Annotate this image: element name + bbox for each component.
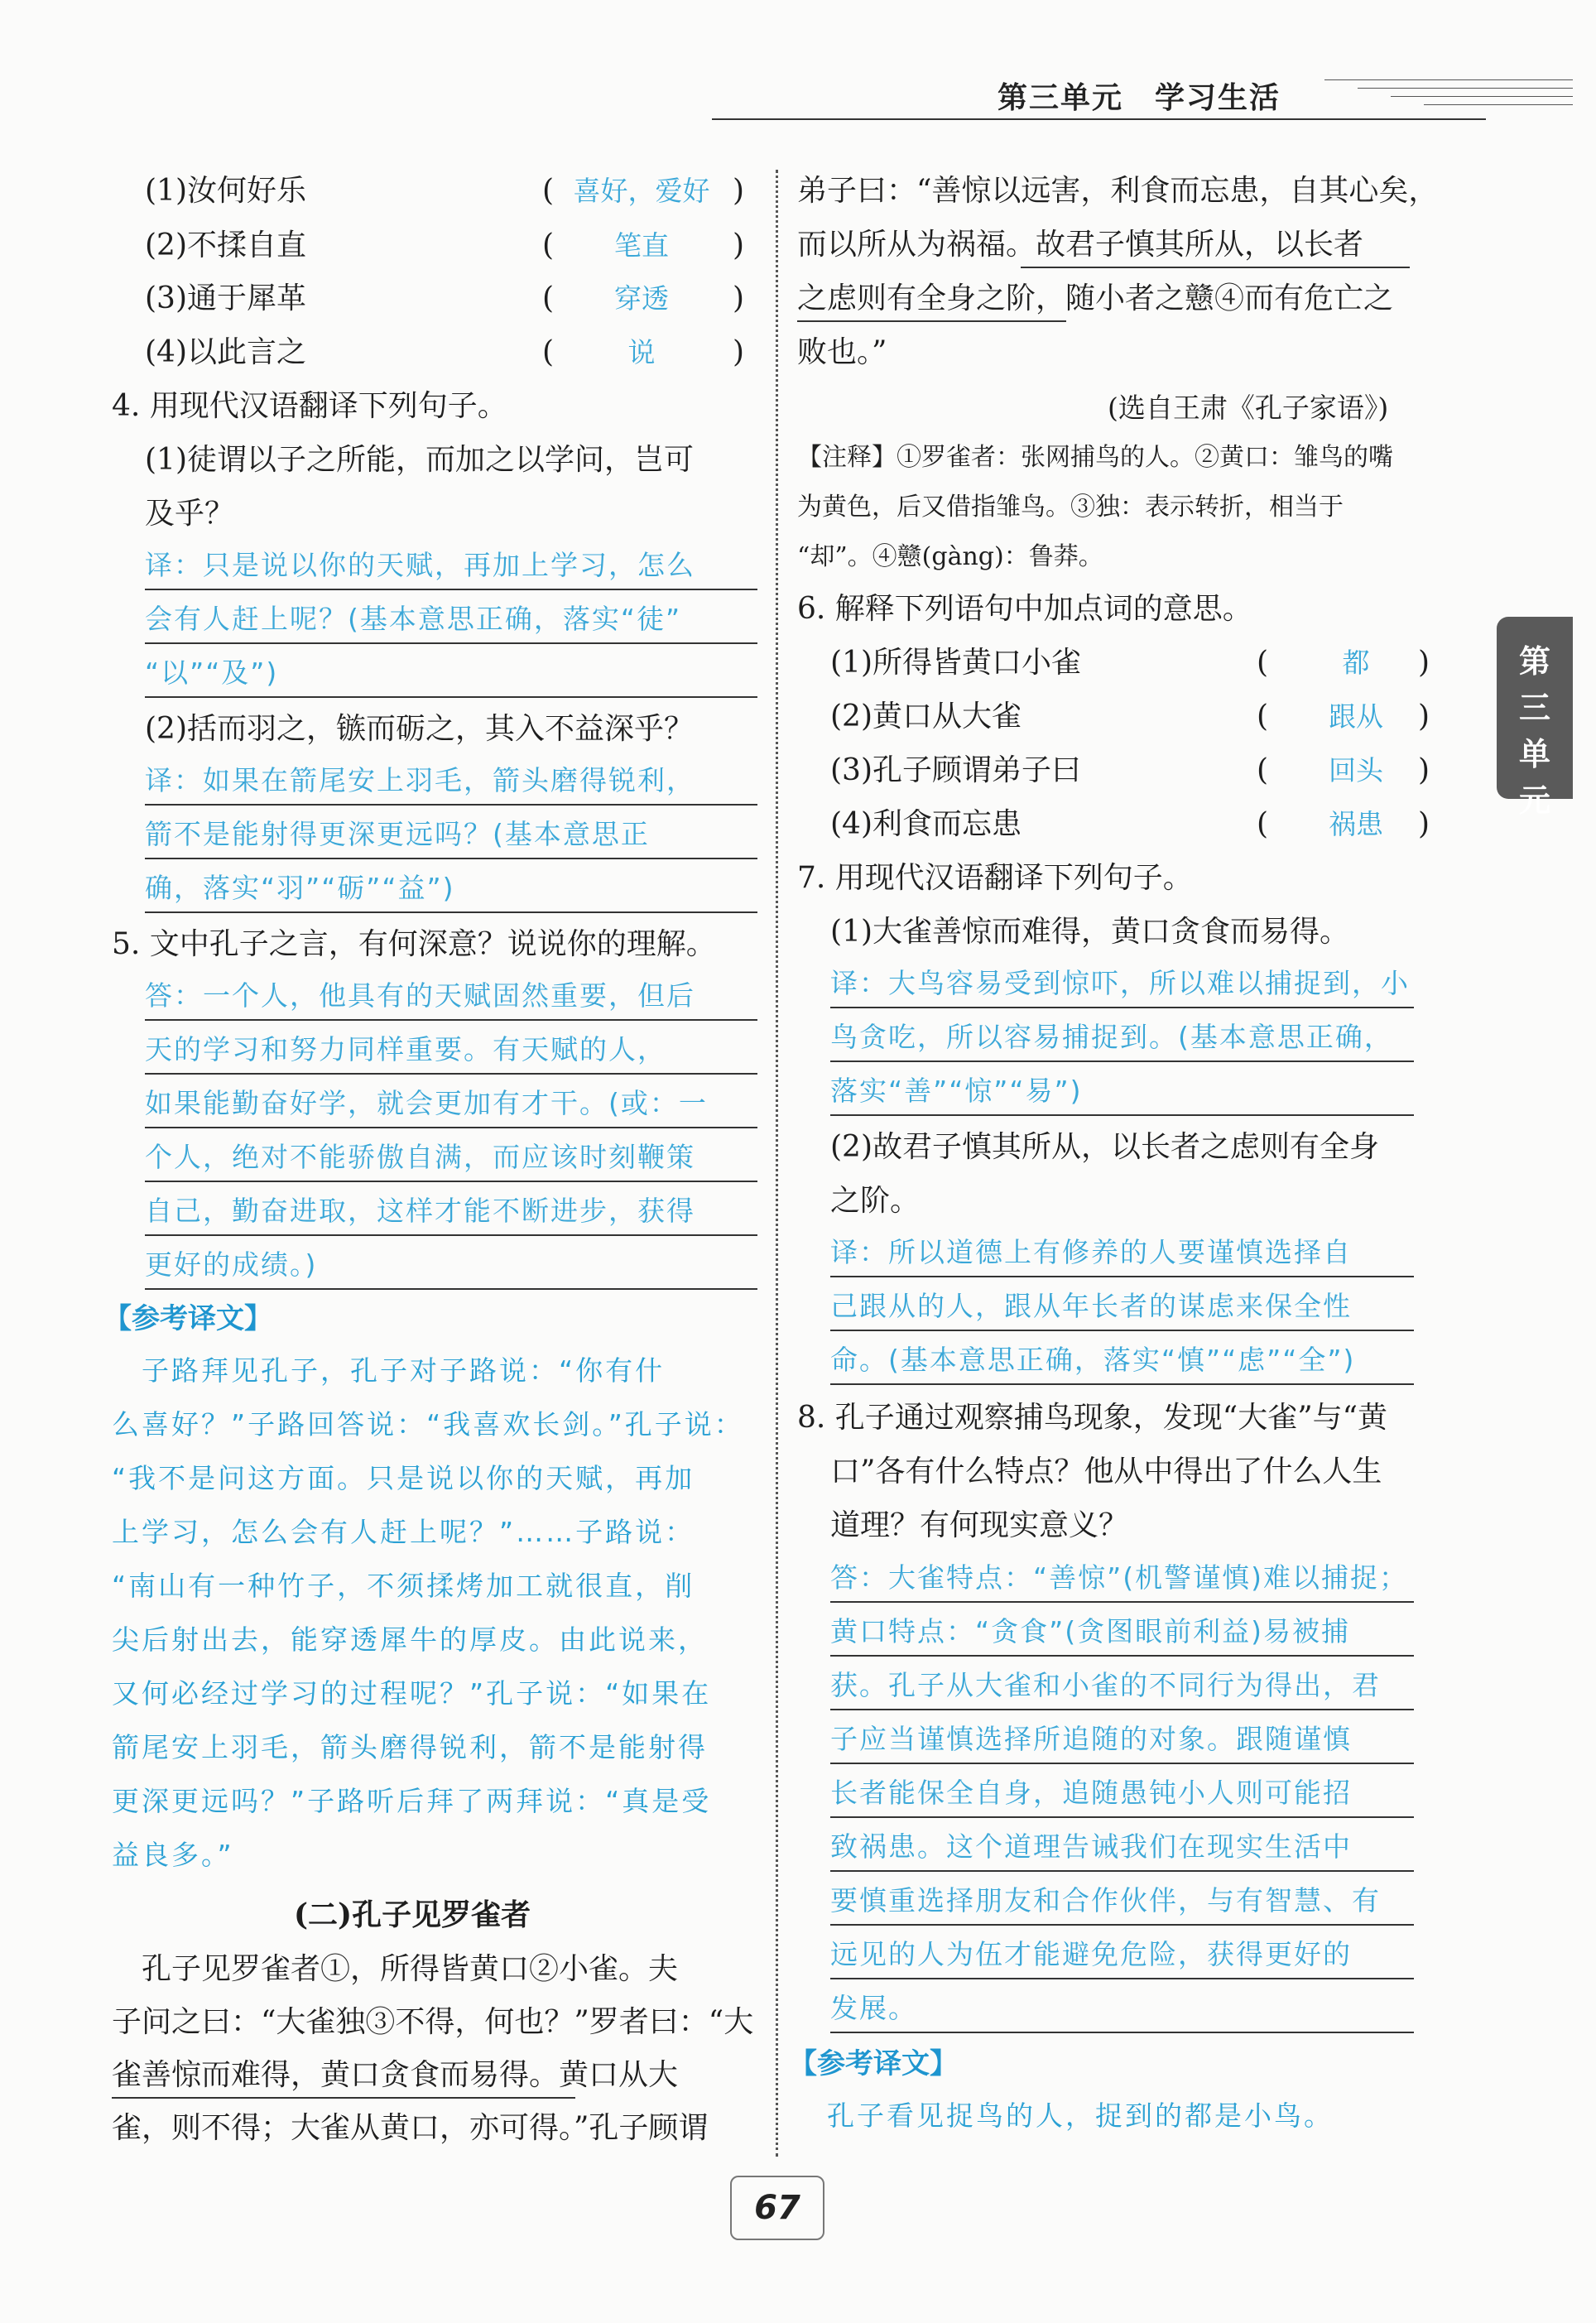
column-divider [776, 170, 778, 2157]
q7-2-answer: 命。(基本意思正确，落实“慎”“虑”“全”) [830, 1344, 1356, 1376]
paren-left: ( [542, 174, 555, 208]
answer-rule [145, 858, 757, 859]
passage-line: 之虑则有全身之阶，随小者之戆④而有危亡之 [797, 281, 1394, 315]
q6-answer: 祸患 [1329, 808, 1383, 840]
answer-rule [145, 804, 757, 806]
annotation-note: 为黄色，后又借指雏鸟。③独：表示转折，相当于 [797, 493, 1344, 522]
q8-answer: 答：大雀特点：“善惊”(机警谨慎)难以捕捉； [830, 1561, 1408, 1594]
question-6-title: 6. 解释下列语句中加点词的意思。 [797, 592, 1252, 626]
paren-left: ( [1257, 700, 1269, 733]
header-rule-deco [1358, 88, 1573, 89]
q6-item: (3)孔子顾谓弟子曰 [830, 753, 1081, 787]
answer-rule [145, 1181, 757, 1182]
passage-line: 孔子见罗雀者①，所得皆黄口②小雀。夫 [112, 1952, 679, 1986]
answer-rule [830, 1330, 1414, 1331]
q8-answer: 长者能保全自身，追随愚钝小人则可能招 [830, 1777, 1352, 1809]
q6-answer: 回头 [1329, 754, 1383, 786]
section-title: (二)孔子见罗雀者 [294, 1897, 531, 1932]
q7-2-text: 之阶。 [830, 1184, 921, 1218]
answer-rule [830, 1816, 1414, 1818]
q3-item: (3)通于犀革 [145, 281, 306, 315]
q8-answer: 致祸患。这个道理告诫我们在现实生活中 [830, 1830, 1352, 1863]
answer-rule [830, 1924, 1414, 1926]
answer-rule [830, 1060, 1414, 1062]
q5-answer: 更好的成绩。) [145, 1248, 318, 1281]
q3-item: (4)以此言之 [145, 335, 306, 369]
paren-right: ) [733, 335, 745, 369]
q4-2-text: (2)括而羽之，镞而砺之，其入不益深乎？ [145, 712, 694, 746]
answer-rule [145, 1019, 757, 1021]
q7-2-answer: 己跟从的人，跟从年长者的谋虑来保全性 [830, 1290, 1352, 1322]
q4-1-answer: 会有人赶上呢？(基本意思正确，落实“徒” [145, 603, 682, 635]
paren-right: ) [733, 228, 745, 262]
reference-translation-line: “我不是问这方面。只是说以你的天赋，再加 [112, 1462, 695, 1494]
answer-rule [145, 1234, 757, 1236]
question-4-title: 4. 用现代汉语翻译下列句子。 [112, 389, 507, 423]
q7-1-answer: 鸟贪吃，所以容易捕捉到。(基本意思正确， [830, 1021, 1393, 1053]
reference-translation-line: 又何必经过学习的过程呢？”孔子说：“如果在 [112, 1677, 712, 1710]
passage-line: 子问之曰：“大雀独③不得，何也？”罗者曰：“大 [112, 2005, 754, 2039]
q7-2-text: (2)故君子慎其所从，以长者之虑则有全身 [830, 1130, 1379, 1164]
answer-rule [145, 696, 757, 698]
paren-right: ) [1418, 700, 1430, 733]
question-5-title: 5. 文中孔子之言，有何深意？说说你的理解。 [112, 927, 716, 961]
q4-2-answer: 箭不是能射得更深更远吗？(基本意思正 [145, 818, 650, 850]
question-8-title: 口”各有什么特点？他从中得出了什么人生 [830, 1455, 1382, 1489]
q5-answer: 个人，绝对不能骄傲自满，而应该时刻鞭策 [145, 1141, 695, 1173]
q6-item: (1)所得皆黄口小雀 [830, 646, 1081, 680]
paren-left: ( [542, 335, 555, 369]
q8-answer: 子应当谨慎选择所追随的对象。跟随谨慎 [830, 1723, 1352, 1755]
q5-answer: 天的学习和努力同样重要。有天赋的人， [145, 1033, 666, 1065]
reference-translation-heading: 【参考译文】 [789, 2047, 958, 2080]
q6-item: (4)利食而忘患 [830, 807, 1022, 841]
passage-line: 雀，则不得；大雀从黄口，亦可得。”孔子顾谓 [112, 2111, 709, 2145]
q7-1-answer: 落实“善”“惊”“易”) [830, 1075, 1083, 1107]
annotation-note: 【注释】①罗雀者：张网捕鸟的人。②黄口：雏鸟的嘴 [797, 443, 1393, 472]
paren-right: ) [733, 281, 745, 315]
paren-left: ( [542, 228, 555, 262]
q4-1-text: (1)徒谓以子之所能，而加之以学问，岂可 [145, 443, 694, 477]
reference-translation-heading: 【参考译文】 [103, 1302, 272, 1335]
q3-answer: 笔直 [614, 229, 669, 262]
q3-answer: 喜好，爱好 [573, 175, 710, 207]
answer-rule [830, 1601, 1414, 1603]
answer-rule [830, 1276, 1414, 1277]
answer-rule [145, 1073, 757, 1075]
reference-translation-line: 上学习，怎么会有人赶上呢？”……子路说： [112, 1516, 695, 1548]
header-rule-deco [1324, 79, 1573, 80]
header-rule-deco [1391, 96, 1573, 97]
q7-1-answer: 译：大鸟容易受到惊吓，所以难以捕捉到，小 [830, 967, 1410, 999]
q5-answer: 自己，勤奋进取，这样才能不断进步，获得 [145, 1195, 695, 1227]
q8-answer: 发展。 [830, 1992, 917, 2024]
question-8-title: 道理？有何现实意义？ [830, 1508, 1129, 1542]
q7-2-answer: 译：所以道德上有修养的人要谨慎选择自 [830, 1236, 1352, 1268]
passage-line: 败也。” [797, 335, 887, 369]
q4-1-answer: 译：只是说以你的天赋，再加上学习，怎么 [145, 549, 695, 581]
passage-line: 而以所从为祸福。故君子慎其所从，以长者 [797, 228, 1364, 262]
paren-right: ) [733, 174, 745, 208]
q4-2-answer: 确，落实“羽”“砺”“益”) [145, 872, 455, 904]
unit-title: 第三单元 学习生活 [997, 81, 1281, 115]
q5-answer: 答：一个人，他具有的天赋固然重要，但后 [145, 979, 695, 1012]
answer-rule [830, 1655, 1414, 1657]
q5-answer: 如果能勤奋好学，就会更加有才干。(或：一 [145, 1087, 708, 1119]
reference-translation-line: 更深更远吗？”子路听后拜了两拜说：“真是受 [112, 1785, 712, 1817]
reference-translation-line: 益良多。” [112, 1839, 234, 1871]
unit-side-tab-label: 第三单元 [1518, 643, 1550, 819]
q6-answer: 都 [1342, 647, 1370, 679]
paren-left: ( [542, 281, 555, 315]
unit-side-tab [1497, 617, 1573, 819]
paren-left: ( [1257, 753, 1269, 787]
answer-rule [145, 911, 757, 913]
passage-line: 雀善惊而难得，黄口贪食而易得。黄口从大 [112, 2058, 679, 2092]
answer-rule [830, 1709, 1414, 1710]
reference-translation-line: 孔子看见捉鸟的人，捉到的都是小鸟。 [797, 2099, 1334, 2132]
q3-answer: 穿透 [614, 282, 669, 315]
q4-1-answer: “以”“及”) [145, 656, 279, 689]
question-8-title: 8. 孔子通过观察捕鸟现象，发现“大雀”与“黄 [797, 1401, 1388, 1435]
answer-rule [830, 1114, 1414, 1116]
q6-item: (2)黄口从大雀 [830, 700, 1022, 733]
q3-item: (1)汝何好乐 [145, 174, 306, 208]
reference-translation-line: 箭尾安上羽毛，箭头磨得锐利，箭不是能射得 [112, 1731, 708, 1763]
q3-answer: 说 [627, 336, 656, 368]
answer-rule [830, 1007, 1414, 1008]
answer-rule [145, 1127, 757, 1128]
reference-translation-line: “南山有一种竹子，不须揉烤加工就很直，削 [112, 1570, 695, 1602]
passage-line: 弟子曰：“善惊以远害，利食而忘患，自其心矣， [797, 174, 1439, 208]
q4-1-text: 及乎？ [145, 497, 235, 531]
paren-right: ) [1418, 753, 1430, 787]
q8-answer: 黄口特点：“贪食”(贪图眼前利益)易被捕 [830, 1615, 1350, 1647]
answer-rule [145, 1288, 757, 1290]
paren-right: ) [1418, 807, 1430, 841]
page-number: 67 [730, 2176, 824, 2240]
q8-answer: 获。孔子从大雀和小雀的不同行为得出，君 [830, 1669, 1381, 1701]
reference-translation-line: 么喜好？”子路回答说：“我喜欢长剑。”孔子说： [112, 1408, 744, 1440]
annotation-note: “却”。④戆(gàng)：鲁莽。 [797, 542, 1103, 571]
q8-answer: 远见的人为伍才能避免危险，获得更好的 [830, 1938, 1352, 1970]
passage-source: (选自王肃《孔子家语》) [1108, 392, 1389, 424]
passage-underline [1021, 267, 1410, 268]
paren-left: ( [1257, 646, 1269, 680]
passage-underline [797, 320, 1066, 322]
header-rule [712, 118, 1486, 120]
paren-left: ( [1257, 807, 1269, 841]
answer-rule [145, 642, 757, 644]
header-rule-deco [1424, 104, 1573, 105]
q3-item: (2)不揉自直 [145, 228, 306, 262]
answer-rule [830, 2032, 1414, 2033]
q8-answer: 要慎重选择朋友和合作伙伴，与有智慧、有 [830, 1884, 1381, 1917]
answer-rule [830, 1870, 1414, 1872]
q7-1-text: (1)大雀善惊而难得，黄口贪食而易得。 [830, 915, 1349, 949]
answer-rule [145, 589, 757, 590]
question-7-title: 7. 用现代汉语翻译下列句子。 [797, 861, 1193, 895]
answer-rule [830, 1978, 1414, 1979]
reference-translation-line: 子路拜见孔子，孔子对子路说：“你有什 [112, 1354, 666, 1387]
paren-right: ) [1418, 646, 1430, 680]
answer-rule [830, 1383, 1414, 1385]
q6-answer: 跟从 [1329, 700, 1383, 733]
reference-translation-line: 尖后射出去，能穿透犀牛的厚皮。由此说来， [112, 1623, 708, 1656]
q4-2-answer: 译：如果在箭尾安上羽毛，箭头磨得锐利， [145, 764, 695, 796]
passage-underline [112, 2097, 575, 2099]
answer-rule [830, 1763, 1414, 1764]
